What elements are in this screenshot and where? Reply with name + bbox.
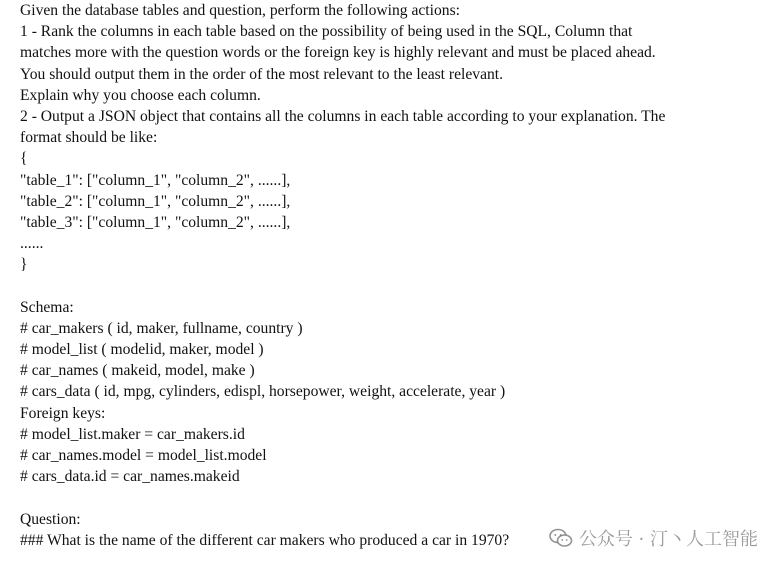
step1-line-2: matches more with the question words or the foreign key is highly relevant and must be placed ahead.: [20, 44, 656, 62]
json-example-line: "table_1": ["column_1", "column_2", ......],: [20, 171, 291, 189]
step1-line-3: You should output them in the order of the most relevant to the least relevant.: [20, 65, 504, 83]
prompt-document: [20, 0, 770, 551]
watermark-text: 公众号 · 汀丶人工智能: [578, 529, 758, 550]
spacer: [20, 275, 770, 296]
json-example-line: "table_2": ["column_1", "column_2", ......],: [20, 192, 291, 210]
foreign-key-line: # car_names.model = model_list.model: [20, 446, 267, 464]
foreign-keys-heading: Foreign keys:: [20, 404, 106, 422]
step1-line-1: 1 - Rank the columns in each table based on the possibility of being used in the SQL, Column that: [20, 23, 633, 41]
schema-table-line: # car_names ( makeid, model, make ): [20, 362, 255, 380]
watermark: [549, 525, 758, 551]
step2-line-2: format should be like:: [20, 129, 158, 147]
json-close-brace: }: [20, 256, 28, 274]
step1-line-4: Explain why you choose each column.: [20, 86, 261, 104]
question-heading: Question:: [20, 510, 81, 528]
spacer: [20, 487, 770, 508]
json-open-brace: {: [20, 150, 28, 168]
intro-line: Given the database tables and question, perform the following actions:: [20, 2, 460, 19]
foreign-key-line: # model_list.maker = car_makers.id: [20, 425, 245, 443]
schema-table-line: # model_list ( modelid, maker, model ): [20, 341, 264, 358]
json-ellipsis: ......: [20, 235, 44, 253]
schema-table-line: # car_makers ( id, maker, fullname, country ): [20, 319, 303, 337]
schema-heading: Schema:: [20, 298, 74, 316]
question-text: ### What is the name of the different car makers who produced a car in 1970?: [20, 531, 510, 549]
json-example-line: "table_3": ["column_1", "column_2", ......],: [20, 213, 291, 231]
foreign-key-line: # cars_data.id = car_names.makeid: [20, 468, 240, 486]
wechat-icon: [549, 528, 573, 548]
schema-table-line: # cars_data ( id, mpg, cylinders, edispl, horsepower, weight, accelerate, year ): [20, 383, 506, 401]
step2-line-1: 2 - Output a JSON object that contains all the columns in each table according to your explanation. The: [20, 107, 666, 125]
